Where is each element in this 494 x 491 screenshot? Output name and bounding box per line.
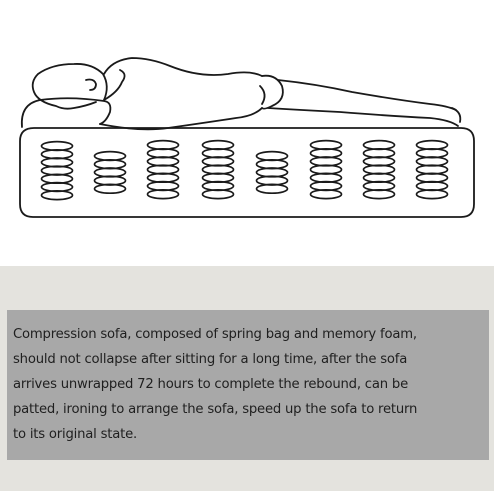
ear-outline	[86, 80, 96, 91]
spring-coil-icon	[203, 141, 234, 199]
hip-inner-outline	[260, 86, 265, 104]
description-line: patted, ironing to arrange the sofa, speed up the sofa to return	[13, 402, 418, 417]
spring-coil-icon	[311, 141, 342, 199]
spring-coil-icon	[42, 142, 73, 200]
product-description	[13, 322, 487, 447]
spring-coil-icon	[364, 141, 395, 199]
description-line: should not collapse after sitting for a long time, after the sofa	[13, 352, 408, 367]
caption-band	[0, 266, 494, 491]
mattress-outline	[20, 128, 474, 217]
description-line: to its original state.	[13, 427, 138, 442]
description-line: Compression sofa, composed of spring bag and memory foam,	[13, 327, 417, 342]
leg-lower-outline	[268, 108, 458, 126]
spring-coil-icon	[257, 152, 288, 194]
arm-lower-outline	[100, 108, 262, 129]
leg-upper-outline	[278, 80, 456, 110]
spring-coil-icon	[417, 141, 448, 199]
feet-outline	[452, 108, 460, 122]
caption-box	[7, 310, 489, 460]
pillow-outline	[22, 98, 111, 127]
spring-coil-icon	[148, 141, 179, 199]
back-outline	[104, 58, 262, 76]
spring-coils	[42, 141, 448, 200]
description-line: arrives unwrapped 72 hours to complete the rebound, can be	[13, 377, 408, 392]
spring-coil-icon	[95, 152, 126, 194]
